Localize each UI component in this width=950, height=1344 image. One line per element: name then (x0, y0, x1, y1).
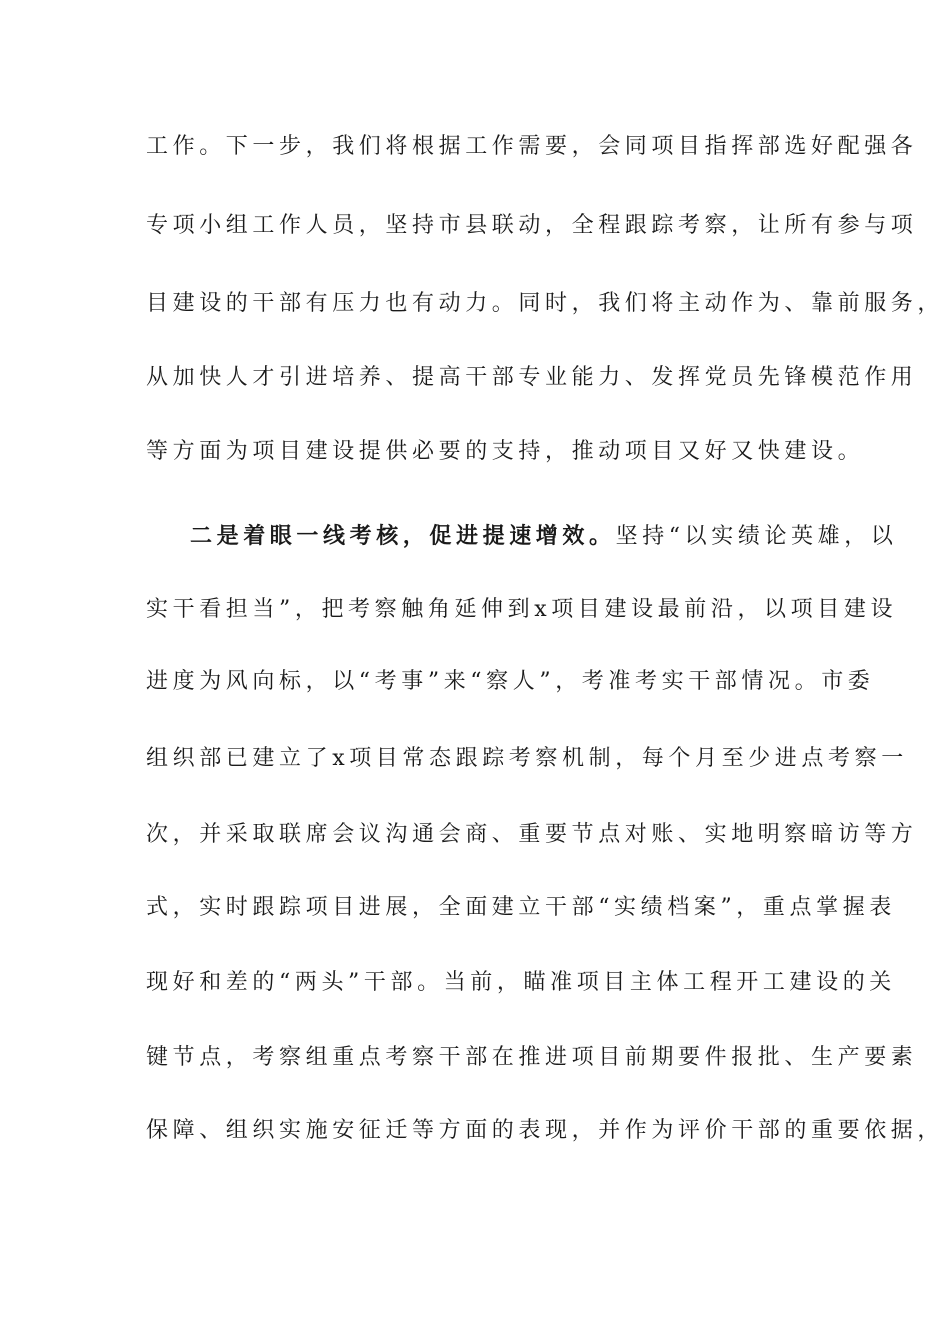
paragraph-1-line-3: 目建设的干部有压力也有动力。同时，我们将主动作为、靠前服务， (146, 291, 945, 316)
paragraph-2-line-1-text: 坚持“以实绩论英雄，以 (615, 524, 898, 549)
paragraph-2-line-5: 次，并采取联席会议沟通会商、重要节点对账、实地明察暗访等方 (146, 822, 918, 847)
paragraph-2-line-6: 式，实时跟踪项目进展，全面建立干部“实绩档案”，重点掌握表 (146, 895, 896, 920)
paragraph-1-line-2: 专项小组工作人员，坚持市县联动，全程跟踪考察，让所有参与项 (146, 213, 918, 238)
paragraph-2-line-9: 保障、组织实施安征迁等方面的表现，并作为评价干部的重要依据， (146, 1118, 945, 1143)
paragraph-2-line-3: 进度为风向标，以“考事”来“察人”，考准考实干部情况。市委 (146, 669, 875, 694)
paragraph-2-line-8: 键节点，考察组重点考察干部在推进项目前期要件报批、生产要素 (146, 1045, 918, 1070)
paragraph-2-line-2: 实干看担当”，把考察触角延伸到x项目建设最前沿，以项目建设 (146, 597, 898, 622)
paragraph-2-line-1 (190, 516, 898, 556)
paragraph-1-line-1: 工作。下一步，我们将根据工作需要，会同项目指挥部选好配强各 (146, 134, 918, 159)
paragraph-1-line-4: 从加快人才引进培养、提高干部专业能力、发挥党员先锋模范作用 (146, 365, 918, 390)
paragraph-1-line-5: 等方面为项目建设提供必要的支持，推动项目又好又快建设。 (146, 439, 865, 464)
paragraph-2-line-4: 组织部已建立了x项目常态跟踪考察机制，每个月至少进点考察一 (146, 746, 908, 771)
paragraph-2-line-7: 现好和差的“两头”干部。当前，瞄准项目主体工程开工建设的关 (146, 970, 896, 995)
paragraph-2-heading: 二是着眼一线考核，促进提速增效。 (190, 523, 616, 549)
